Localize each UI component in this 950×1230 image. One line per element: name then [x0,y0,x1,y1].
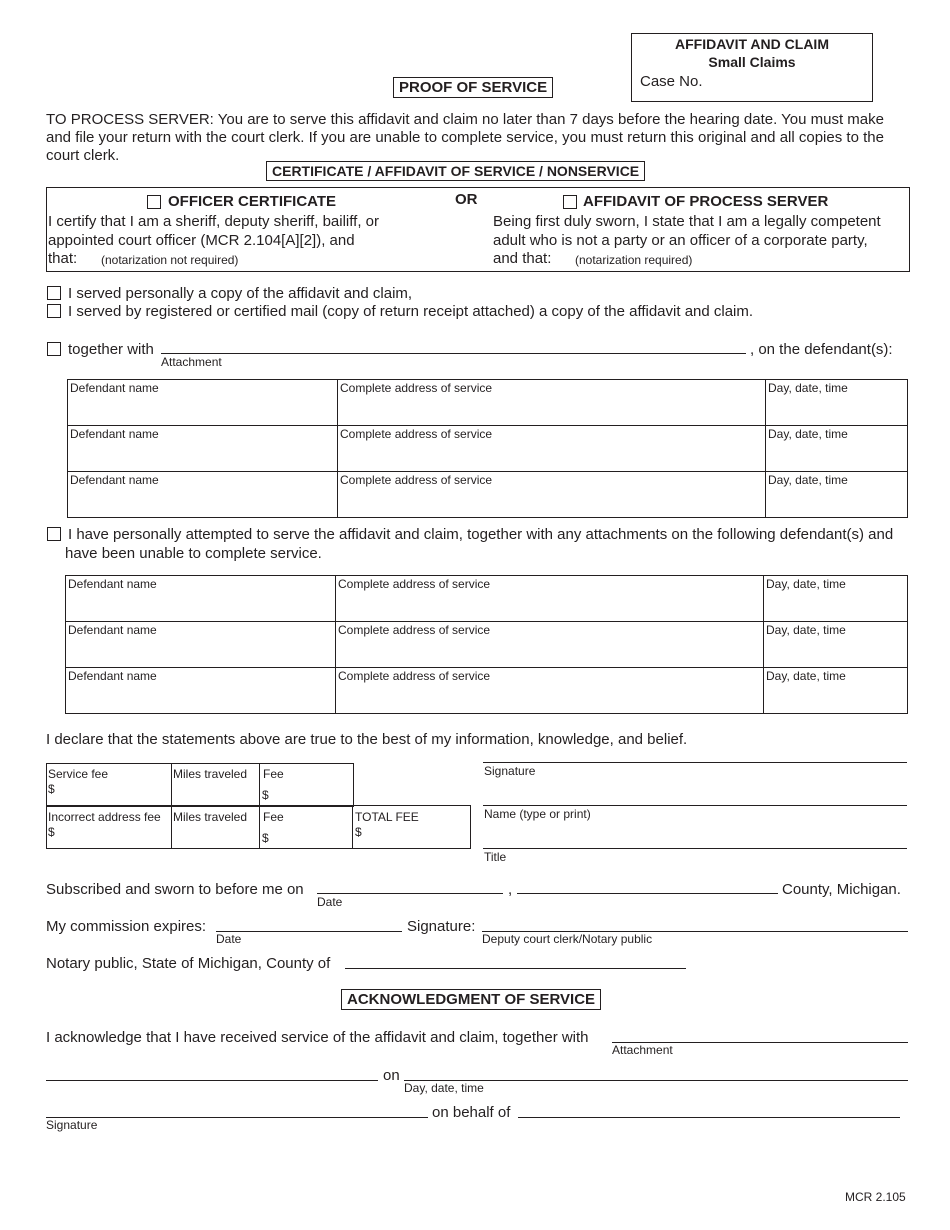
ack-signature-label: Signature [46,1118,98,1132]
datetime-cell[interactable]: Day, date, time [766,380,908,426]
fee-table [46,763,470,849]
notary-signature-text: Signature: [407,918,476,935]
ack-signature-field[interactable] [46,1117,428,1118]
together-with-text: together with [68,341,154,358]
service-fee-dollar[interactable]: $ [48,782,55,796]
ack-datetime-label: Day, date, time [404,1081,484,1095]
served-mail-checkbox[interactable] [47,304,61,318]
incorrect-fee-dollar[interactable]: $ [48,825,55,839]
table-row [66,668,908,714]
address-cell[interactable]: Complete address of service [338,426,766,472]
ack-name-field[interactable] [46,1080,378,1081]
subscribed-date-field[interactable] [317,893,503,894]
table-row [68,472,908,518]
attempted-text-1: I have personally attempted to serve the affidavit and claim, together with any attachments on the following defendant(s) and [68,526,894,543]
form-title: AFFIDAVIT AND CLAIM [675,36,829,52]
notary-public-text: Notary public, State of Michigan, County of [46,955,331,972]
table-row [68,380,908,426]
fee-label-2: Fee [263,810,284,824]
miles-traveled-label-2: Miles traveled [173,810,248,824]
served-defendants-table [67,379,908,518]
datetime-cell[interactable]: Day, date, time [764,668,908,714]
service-fee-label: Service fee [48,767,109,781]
on-behalf-of-text: on behalf of [432,1104,511,1121]
address-cell[interactable]: Complete address of service [336,668,764,714]
case-no-label: Case No. [640,73,703,90]
datetime-cell[interactable]: Day, date, time [766,472,908,518]
defendant-name-cell[interactable]: Defendant name [68,472,338,518]
datetime-cell[interactable]: Day, date, time [766,426,908,472]
total-fee-label: TOTAL FEE [355,810,419,824]
officer-text-1: I certify that I am a sheriff, deputy sheriff, bailiff, or [48,213,379,230]
server-text-1: Being first duly sworn, I state that I am a legally competent [493,213,881,230]
officer-notarization-note: (notarization not required) [101,253,239,267]
officer-certificate-title: OFFICER CERTIFICATE [168,193,337,210]
certificate-box [46,187,910,272]
form-subtitle: Small Claims [708,54,796,70]
on-behalf-of-field[interactable] [518,1117,900,1118]
served-personally-checkbox[interactable] [47,286,61,300]
name-label: Name (type or print) [484,807,591,821]
server-text-2: adult who is not a party or an officer of a corporate party, [493,232,868,249]
process-server-checkbox[interactable] [563,195,577,209]
address-cell[interactable]: Complete address of service [338,472,766,518]
certificate-heading: CERTIFICATE / AFFIDAVIT OF SERVICE / NONSERVICE [266,161,645,181]
fee-dollar[interactable]: $ [262,788,269,802]
commission-expires-text: My commission expires: [46,918,207,935]
officer-certificate-checkbox[interactable] [147,195,161,209]
signature-label: Signature [484,764,536,778]
acknowledgment-text: I acknowledge that I have received service of the affidavit and claim, together with [46,1029,589,1046]
subscribed-text: Subscribed and sworn to before me on [46,881,304,898]
title-label: Title [484,850,507,864]
incorrect-address-fee-label: Incorrect address fee [48,810,161,824]
officer-text-2: appointed court officer (MCR 2.104[A][2]), and [48,232,355,249]
defendant-name-cell[interactable]: Defendant name [66,576,336,622]
attempted-text-2: have been unable to complete service. [65,545,322,562]
fee-label: Fee [263,767,284,781]
defendant-name-cell[interactable]: Defendant name [66,668,336,714]
server-notarization-note: (notarization required) [575,253,693,267]
served-personally-text: I served personally a copy of the affidavit and claim, [68,285,413,302]
table-row [66,576,908,622]
ack-on-text: on [383,1067,400,1084]
proof-of-service-title: PROOF OF SERVICE [393,77,553,98]
address-cell[interactable]: Complete address of service [336,622,764,668]
fee-dollar-2[interactable]: $ [262,831,269,845]
datetime-cell[interactable]: Day, date, time [764,622,908,668]
process-server-title: AFFIDAVIT OF PROCESS SERVER [583,193,829,210]
commission-date-field[interactable] [216,931,402,932]
process-server-instructions: TO PROCESS SERVER: You are to serve this affidavit and claim no later than 7 days before the hearing date. You must make and file your return with the court clerk. If you are unable to complete service, you must return this original and all copies to the court clerk. [46,111,884,164]
table-row [68,426,908,472]
form-title-box [631,33,873,102]
address-cell[interactable]: Complete address of service [338,380,766,426]
table-row [66,622,908,668]
acknowledgment-heading: ACKNOWLEDGMENT OF SERVICE [341,989,601,1010]
form-code: MCR 2.105 [845,1190,906,1204]
declaration-text: I declare that the statements above are true to the best of my information, knowledge, and belief. [46,731,688,748]
attempted-defendants-table [65,575,908,714]
defendant-name-cell[interactable]: Defendant name [68,380,338,426]
commission-date-label: Date [216,932,242,946]
or-label: OR [455,191,478,208]
attachment-field[interactable] [161,353,746,354]
notary-county-field[interactable] [345,968,686,969]
defendant-name-cell[interactable]: Defendant name [66,622,336,668]
address-cell[interactable]: Complete address of service [336,576,764,622]
on-defendants-text: , on the defendant(s): [750,341,893,358]
served-mail-text: I served by registered or certified mail (copy of return receipt attached) a copy of the affidavit and claim. [68,303,754,320]
total-fee-dollar[interactable]: $ [355,825,362,839]
attempted-service-checkbox[interactable] [47,527,61,541]
miles-traveled-label: Miles traveled [173,767,248,781]
signature-top-line [483,762,907,763]
officer-text-3: that: [48,250,78,267]
datetime-cell[interactable]: Day, date, time [764,576,908,622]
together-with-checkbox[interactable] [47,342,61,356]
server-text-3: and that: [493,250,552,267]
subscribed-date-label: Date [317,895,343,909]
name-field[interactable] [483,848,907,849]
defendant-name-cell[interactable]: Defendant name [68,426,338,472]
county-field[interactable] [517,893,778,894]
subscribed-comma: , [508,881,513,898]
ack-attachment-label: Attachment [612,1043,673,1057]
attachment-label: Attachment [161,355,222,369]
county-michigan-text: County, Michigan. [782,881,901,898]
signature-field[interactable] [483,805,907,806]
deputy-clerk-label: Deputy court clerk/Notary public [482,932,653,946]
